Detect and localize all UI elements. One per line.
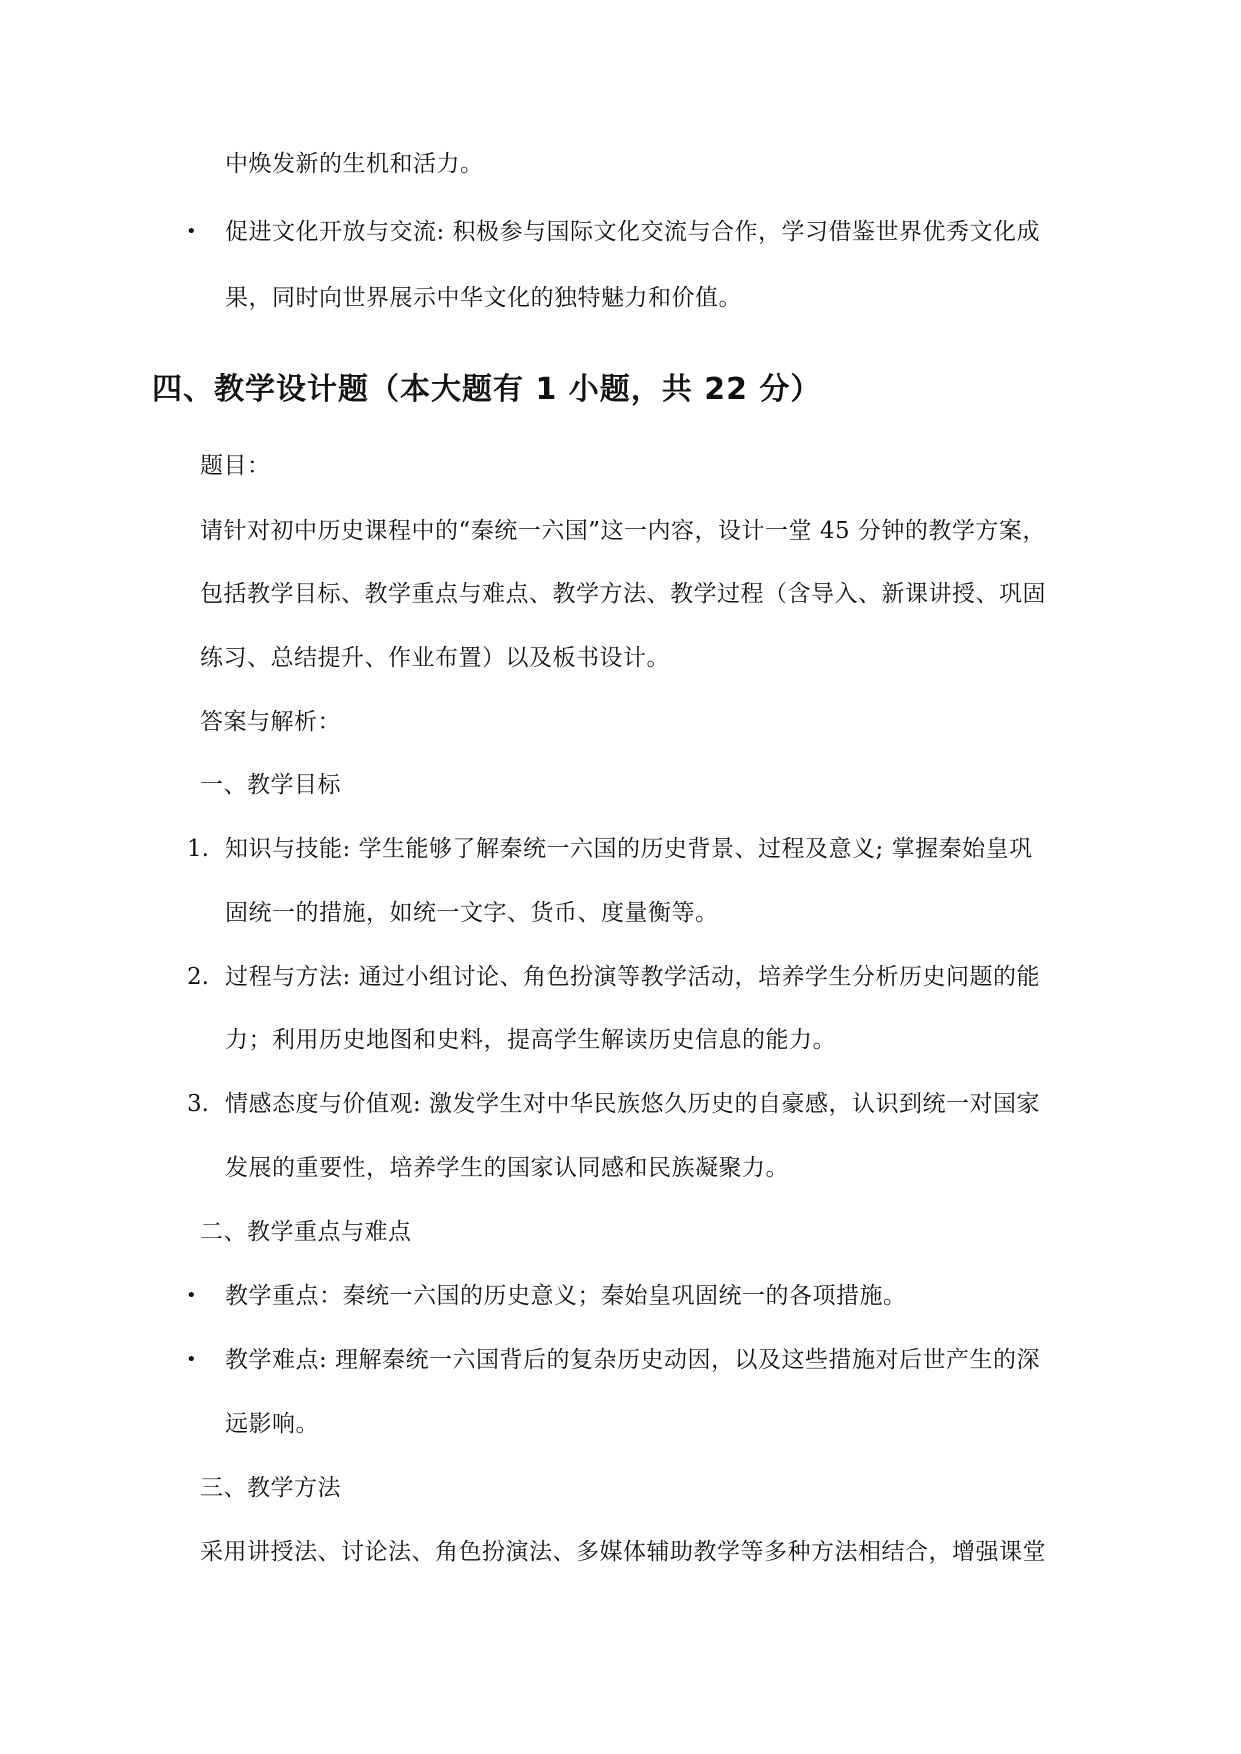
question-line-2: 包括教学目标、教学重点与难点、教学方法、教学过程（含导入、新课讲授、巩固: [200, 581, 1046, 607]
goal-2-line2: 力；利用历史地图和史料，提高学生解读历史信息的能力。: [225, 1027, 836, 1053]
methods-line: 采用讲授法、讨论法、角色扮演法、多媒体辅助教学等多种方法相结合，增强课堂: [200, 1539, 1046, 1565]
goal-number-1: 1.: [187, 836, 209, 862]
focus-2-line1: 教学难点: 理解秦统一六国背后的复杂历史动因，以及这些措施对后世产生的深: [225, 1347, 1041, 1373]
question-label: 题目：: [200, 453, 271, 479]
bullet-intro-line2: 果，同时向世界展示中华文化的独特魅力和价值。: [225, 285, 742, 311]
goal-2-line1: 过程与方法: 通过小组讨论、角色扮演等教学活动，培养学生分析历史问题的能: [225, 964, 1041, 990]
goals-heading: 一、教学目标: [200, 772, 341, 798]
methods-heading: 三、教学方法: [200, 1475, 341, 1501]
continuation-text: 中焕发新的生机和活力。: [225, 151, 484, 177]
bullet-icon: •: [186, 1285, 197, 1306]
goal-1-line1: 知识与技能: 学生能够了解秦统一六国的历史背景、过程及意义; 掌握秦始皇巩: [225, 836, 1033, 862]
goal-number-2: 2.: [187, 964, 209, 990]
focus-1-line1: 教学重点：秦统一六国的历史意义；秦始皇巩固统一的各项措施。: [225, 1283, 907, 1309]
bullet-icon: •: [186, 1349, 197, 1370]
focus-2-line2: 远影响。: [225, 1411, 319, 1437]
bullet-icon: •: [186, 221, 197, 242]
goal-3-line1: 情感态度与价值观: 激发学生对中华民族悠久历史的自豪感，认识到统一对国家: [225, 1091, 1041, 1117]
goal-1-line2: 固统一的措施，如统一文字、货币、度量衡等。: [225, 900, 719, 926]
answer-label: 答案与解析：: [200, 709, 341, 735]
focus-heading: 二、教学重点与难点: [200, 1219, 412, 1245]
bullet-intro-line1: 促进文化开放与交流: 积极参与国际文化交流与合作，学习借鉴世界优秀文化成: [225, 219, 1041, 245]
question-line-3: 练习、总结提升、作业布置）以及板书设计。: [200, 645, 670, 671]
question-line-1: 请针对初中历史课程中的“秦统一六国”这一内容，设计一堂 45 分钟的教学方案，: [200, 518, 1046, 544]
section-heading: 四、教学设计题（本大题有 1 小题，共 22 分）: [152, 372, 822, 407]
goal-3-line2: 发展的重要性，培养学生的国家认同感和民族凝聚力。: [225, 1155, 789, 1181]
goal-number-3: 3.: [187, 1091, 209, 1117]
